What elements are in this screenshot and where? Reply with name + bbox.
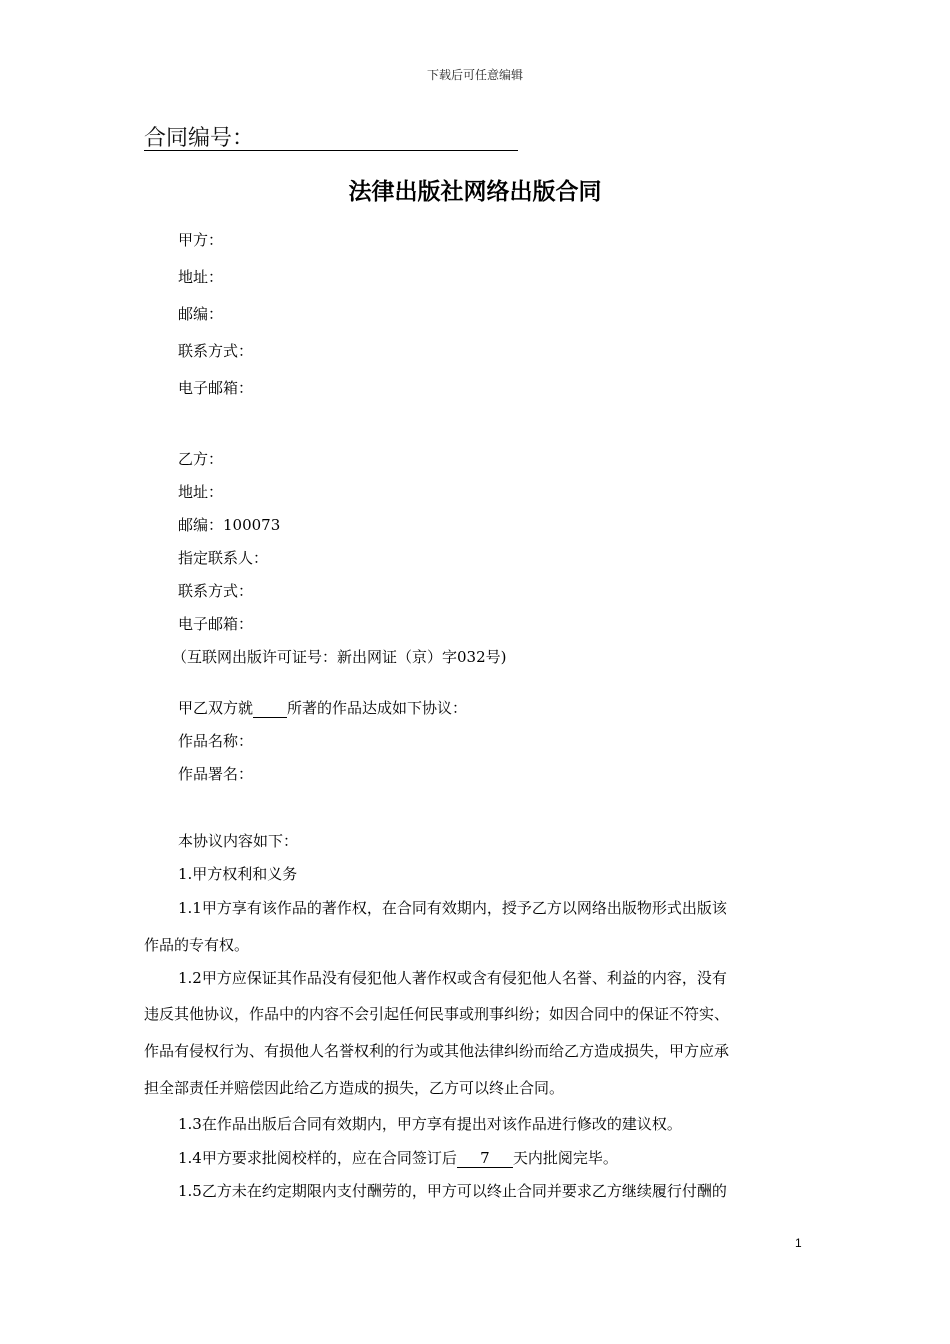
header-note: 下载后可任意编辑 bbox=[426, 68, 523, 82]
clause-1-2-line-3: 作品有侵权行为、有损他人名誉权利的行为或其他法律纠纷而给乙方造成损失，甲方应承 bbox=[144, 1042, 730, 1060]
clause-1-2-line-4: 担全部责任并赔偿因此给乙方造成的损失，乙方可以终止合同。 bbox=[144, 1079, 565, 1097]
agreement-intro bbox=[178, 697, 467, 718]
contract-number-blank-line bbox=[144, 150, 518, 151]
agreement-intro-after: 所著的作品达成如下协议： bbox=[287, 699, 468, 717]
author-blank bbox=[253, 700, 287, 718]
agreement-intro-before: 甲乙双方就 bbox=[178, 699, 254, 717]
party-a-label: 甲方： bbox=[178, 231, 224, 249]
document-title: 法律出版社网络出版合同 bbox=[348, 179, 602, 205]
party-a-email: 电子邮箱： bbox=[178, 379, 254, 397]
work-signature: 作品署名： bbox=[178, 765, 254, 783]
work-name: 作品名称： bbox=[178, 732, 254, 750]
clause-1-1-line-2: 作品的专有权。 bbox=[144, 936, 250, 954]
party-a-contact: 联系方式： bbox=[178, 342, 254, 360]
clause-1-5-line-1: 1.5乙方未在约定期限内支付酬劳的，甲方可以终止合同并要求乙方继续履行付酬的 bbox=[178, 1182, 727, 1200]
clause-1-2-line-1: 1.2甲方应保证其作品没有侵犯他人著作权或含有侵犯他人名誉、利益的内容，没有 bbox=[178, 969, 727, 987]
clause-1-1-line-1: 1.1甲方享有该作品的著作权，在合同有效期内，授予乙方以网络出版物形式出版该 bbox=[178, 899, 727, 917]
party-a-postcode: 邮编： bbox=[178, 305, 224, 323]
contract-number-label: 合同编号： bbox=[144, 126, 255, 151]
clause-1-2-line-2: 违反其他协议，作品中的内容不会引起任何民事或刑事纠纷；如因合同中的保证不符实、 bbox=[144, 1005, 730, 1023]
party-b-label: 乙方： bbox=[178, 450, 224, 468]
clause-1-4 bbox=[178, 1147, 618, 1168]
clauses-intro: 本协议内容如下： bbox=[178, 832, 299, 850]
clause-1-3: 1.3在作品出版后合同有效期内，甲方享有提出对该作品进行修改的建议权。 bbox=[178, 1115, 682, 1133]
page-number: 1 bbox=[795, 1236, 802, 1250]
party-b-address: 地址： bbox=[178, 483, 224, 501]
party-b-email: 电子邮箱： bbox=[178, 615, 254, 633]
review-days-value: 7 bbox=[457, 1150, 513, 1168]
clause-1-4-after: 天内批阅完毕。 bbox=[512, 1149, 618, 1167]
party-b-contact: 联系方式： bbox=[178, 582, 254, 600]
party-b-designated-contact: 指定联系人： bbox=[178, 549, 269, 567]
party-b-postcode: 邮编：100073 bbox=[178, 516, 281, 534]
publishing-license: （互联网出版许可证号：新出网证（京）字032号) bbox=[172, 648, 507, 666]
clause-1-4-before: 1.4甲方要求批阅校样的，应在合同签订后 bbox=[178, 1149, 457, 1167]
party-a-address: 地址： bbox=[178, 268, 224, 286]
section-1-heading: 1.甲方权利和义务 bbox=[178, 865, 298, 883]
